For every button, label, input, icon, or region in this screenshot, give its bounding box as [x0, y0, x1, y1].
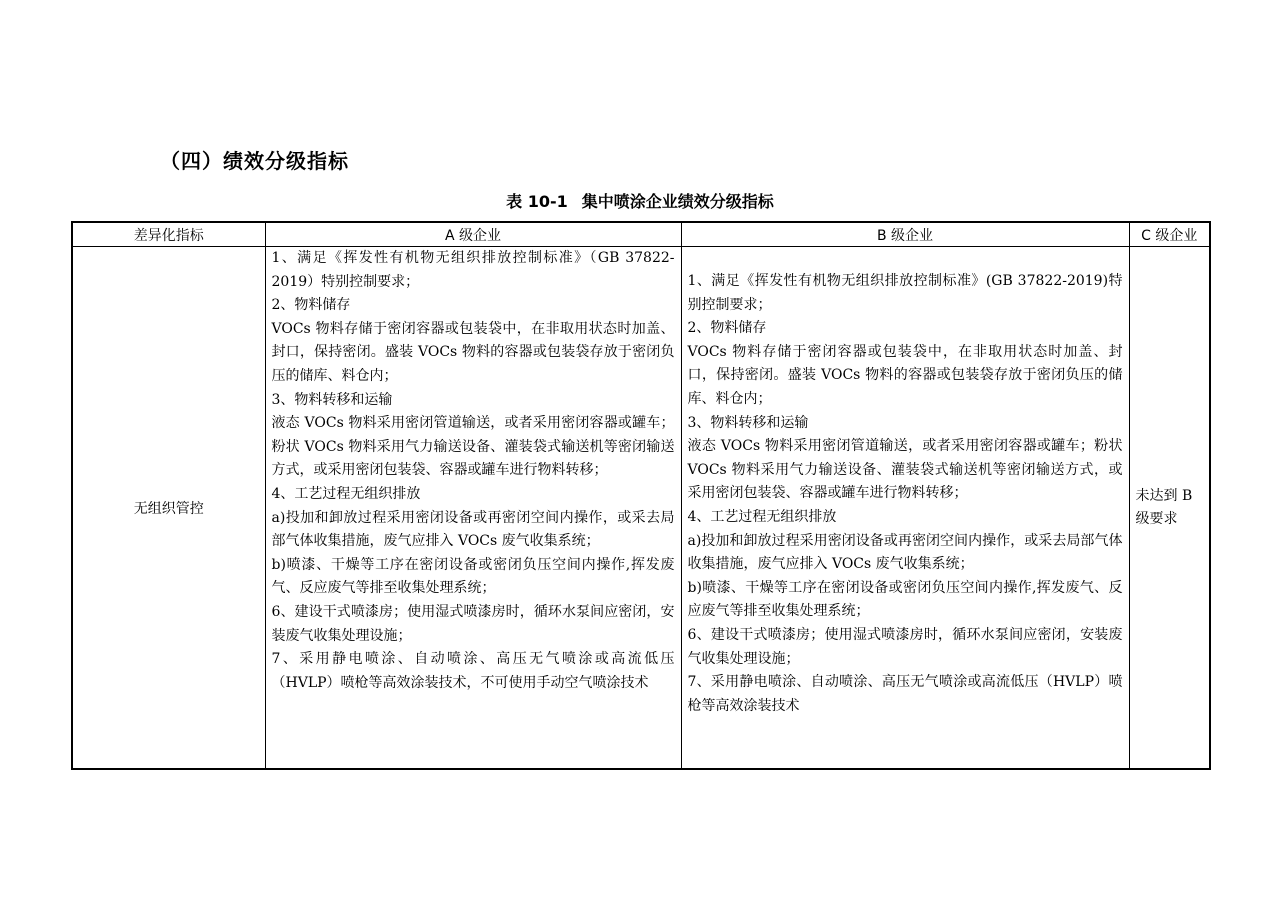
indicator-cell: 无组织管控	[72, 247, 265, 770]
a-req-line: 7、采用静电喷涂、自动喷涂、高压无气喷涂或高流低压（HVLP）喷枪等高效涂装技术，不可使用手动空气喷涂技术	[271, 651, 675, 691]
a-req-line: 3、物料转移和运输	[271, 391, 393, 408]
a-level-requirements	[265, 247, 681, 770]
b-req-line: 液态 VOCs 物料采用密闭管道输送，或者采用密闭容器或罐车；粉状 VOCs 物料采用气力输送设备、灌装袋式输送机等密闭输送方式，或采用密闭包装袋、容器或罐车进行物料转移；	[687, 438, 1123, 502]
a-req-line: 液态 VOCs 物料采用密闭管道输送，或者采用密闭容器或罐车；粉状 VOCs 物料采用气力输送设备、灌装袋式输送机等密闭输送方式，或采用密闭包装袋、容器或罐车进行物料转移；	[271, 415, 675, 479]
b-req-line: 7、采用静电喷涂、自动喷涂、高压无气喷涂或高流低压（HVLP）喷枪等高效涂装技术	[687, 674, 1123, 714]
header-b-level: B 级企业	[681, 222, 1129, 247]
c-level-requirement: 未达到 B 级要求	[1129, 247, 1210, 770]
section-heading: （四）绩效分级指标	[160, 149, 349, 173]
performance-grading-table	[71, 221, 1211, 770]
table-caption	[0, 192, 1280, 212]
a-req-line: 2、物料储存	[271, 297, 351, 314]
table-caption-number: 表 10-1	[506, 192, 568, 211]
a-req-line: 4、工艺过程无组织排放	[271, 485, 421, 502]
b-req-line: VOCs 物料存储于密闭容器或包装袋中，在非取用状态时加盖、封口，保持密闭。盛装 VOCs 物料的容器或包装袋存放于密闭负压的储库、料仓内；	[687, 343, 1123, 407]
b-req-line: 6、建设干式喷漆房；使用湿式喷漆房时，循环水泵间应密闭，安装废气收集处理设施；	[687, 626, 1123, 667]
a-req-line: 6、建设干式喷漆房；使用湿式喷漆房时，循环水泵间应密闭，安装废气收集处理设施；	[271, 603, 675, 644]
a-req-line: a)投加和卸放过程采用密闭设备或再密闭空间内操作，或采去局部气体收集措施，废气应排入 VOCs 废气收集系统；	[271, 509, 675, 550]
table-header-row	[72, 222, 1210, 247]
header-a-level: A 级企业	[265, 222, 681, 247]
b-req-line: 4、工艺过程无组织排放	[687, 508, 837, 525]
a-req-line: VOCs 物料存储于密闭容器或包装袋中，在非取用状态时加盖、封口，保持密闭。盛装 VOCs 物料的容器或包装袋存放于密闭负压的储库、料仓内；	[271, 320, 675, 384]
a-req-line: b)喷漆、干燥等工序在密闭设备或密闭负压空间内操作,挥发废气、反应废气等排至收集处理系统；	[271, 556, 675, 597]
table-caption-title: 集中喷涂企业绩效分级指标	[581, 192, 774, 211]
b-req-line: 3、物料转移和运输	[687, 414, 809, 431]
b-req-line: a)投加和卸放过程采用密闭设备或再密闭空间内操作，或采去局部气体收集措施，废气应排入 VOCs 废气收集系统；	[687, 532, 1123, 573]
table-row	[72, 247, 1210, 770]
header-indicator: 差异化指标	[72, 222, 265, 247]
b-req-line: b)喷漆、干燥等工序在密闭设备或密闭负压空间内操作,挥发废气、反应废气等排至收集处理系统；	[687, 579, 1123, 620]
b-req-line: 1、满足《挥发性有机物无组织排放控制标准》(GB 37822-2019)特别控制要求；	[687, 273, 1123, 313]
a-req-line: 1、满足《挥发性有机物无组织排放控制标准》（GB 37822-2019）特别控制要求；	[271, 250, 675, 290]
header-c-level: C 级企业	[1129, 222, 1210, 247]
b-level-requirements	[681, 247, 1129, 770]
b-req-line: 2、物料储存	[687, 320, 767, 337]
